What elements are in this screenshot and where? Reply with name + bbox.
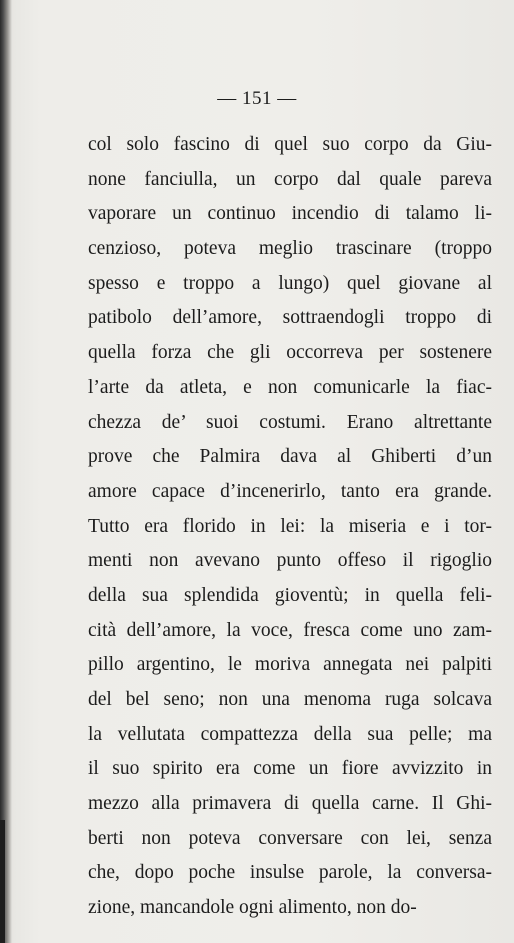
text-line: mezzo alla primavera di quella carne. Il Ghi- [88,793,492,815]
text-line: vaporare un continuo incendio di talamo li- [88,203,492,225]
text-line: prove che Palmira dava al Ghiberti d’un [88,446,492,468]
text-line: che, dopo poche insulse parole, la conversa- [88,862,492,884]
text-line: chezza de’ suoi costumi. Erano altrettante [88,411,492,433]
text-line: della sua splendida gioventù; in quella feli- [88,584,492,606]
text-line: la vellutata compattezza della sua pelle; ma [88,723,492,745]
book-spine-edge [0,820,5,943]
text-line: il suo spirito era come un fiore avvizzito in [88,758,492,780]
page-number: — 151 — [217,88,297,109]
body-paragraph [88,128,492,926]
text-line: none fanciulla, un corpo dal quale pareva [88,168,492,190]
text-line: patibolo dell’amore, sottraendogli troppo di [88,307,492,329]
text-line: pillo argentino, le moriva annegata nei palpiti [88,654,492,676]
text-line: del bel seno; non una menoma ruga solcava [88,689,492,710]
text-line: zione, mancandole ogni alimento, non do- [88,897,417,919]
text-line: cenzioso, poteva meglio trascinare (troppo [88,238,492,260]
text-line: spesso e troppo a lungo) quel giovane al [88,272,492,294]
text-line: berti non poteva conversare con lei, senza [88,827,492,849]
text-line: cità dell’amore, la voce, fresca come uno zam- [88,619,492,641]
text-line: col solo fascino di quel suo corpo da Giu- [88,134,492,155]
text-line: amore capace d’incenerirlo, tanto era grande. [88,480,492,502]
text-line: l’arte da atleta, e non comunicarle la fiac- [88,376,492,398]
text-line: Tutto era florido in lei: la miseria e i tor- [88,515,492,537]
text-line: quella forza che gli occorreva per sostenere [88,342,492,364]
book-spine-shadow [0,0,12,943]
text-line: menti non avevano punto offeso il rigoglio [88,550,492,572]
